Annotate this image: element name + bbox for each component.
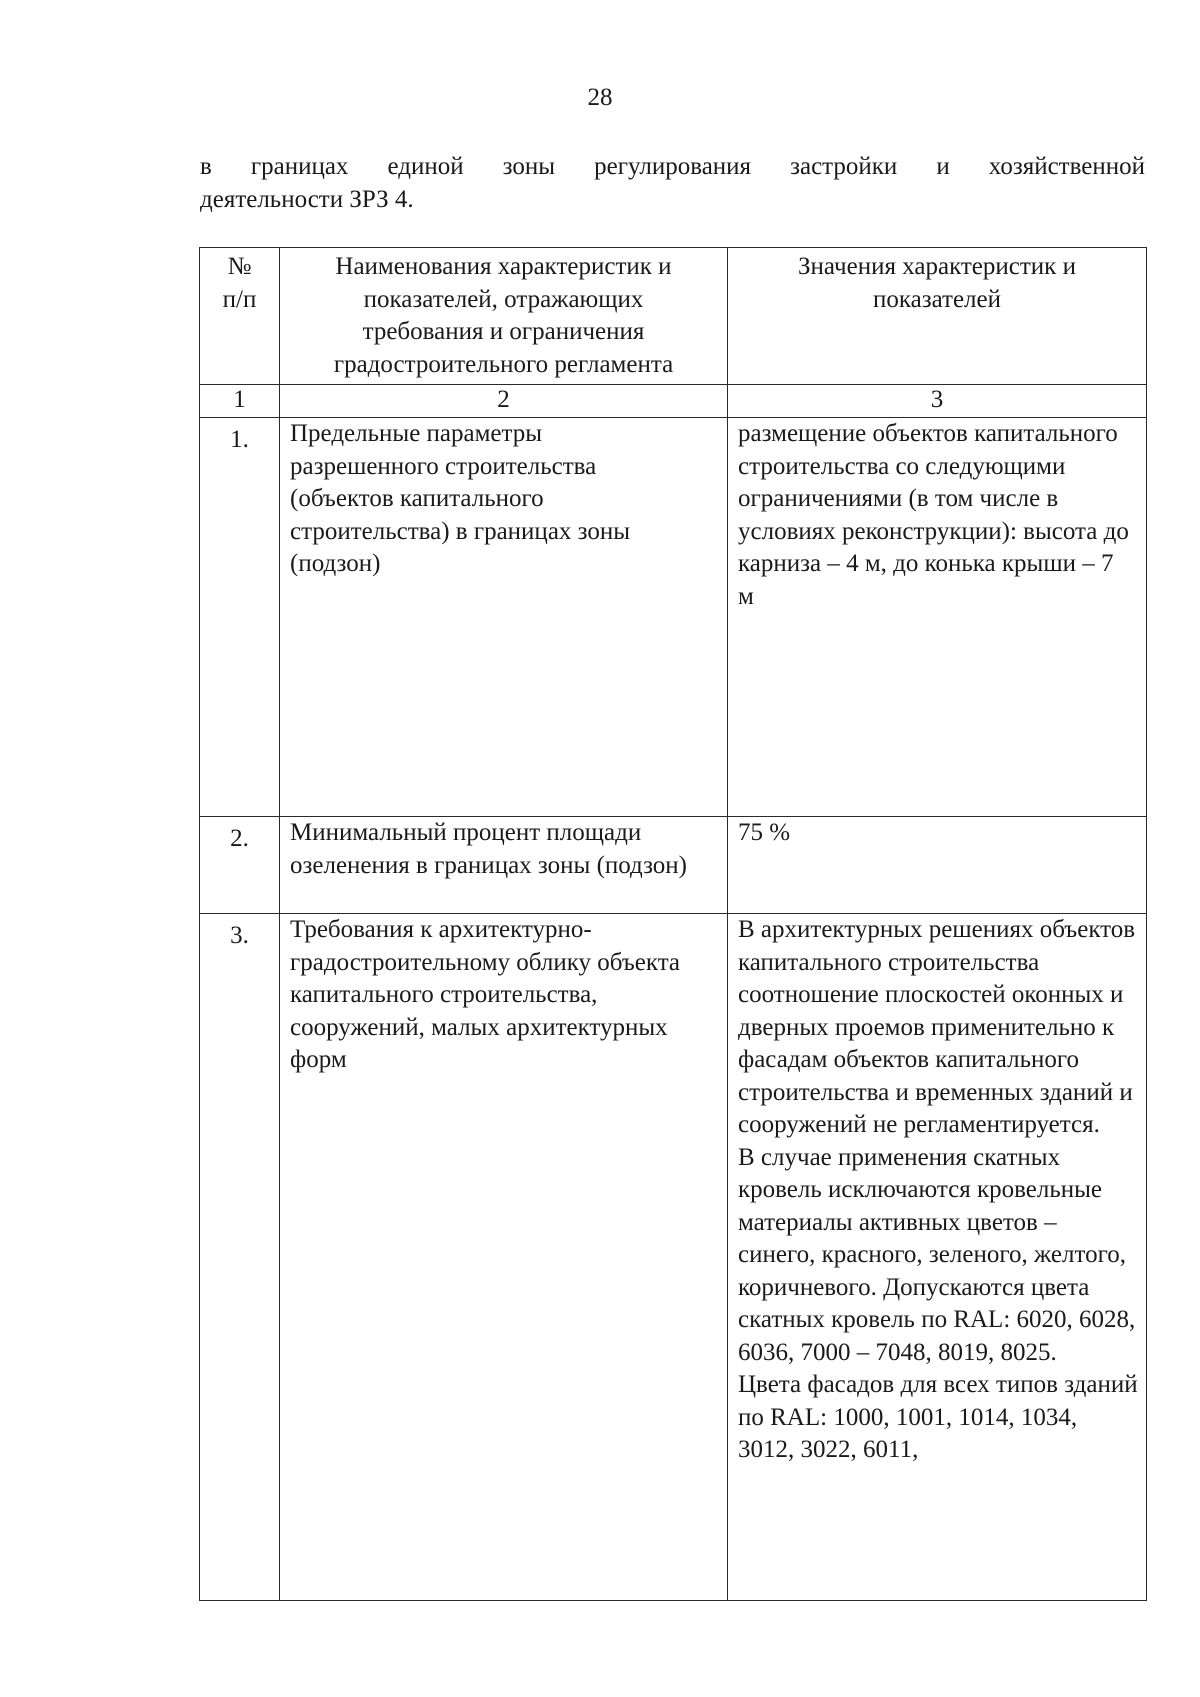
intro-line-2: деятельности ЗРЗ 4. [200,186,414,213]
column-number-row [200,385,1147,418]
header-characteristic-name: Наименования характеристик и показателей, отражающих требования и ограничения градостроительного регламента [280,248,728,385]
row-characteristic-value [728,914,1147,1601]
regulation-table [199,247,1147,1601]
row-number: 1. [200,418,280,817]
page-number: 28 [587,84,613,111]
row-characteristic-name: Требования к архитектурно-градостроительному облику объекта капитального строительства, сооружений, малых архитектурных форм [280,914,728,1601]
row-characteristic-value: размещение объектов капитального строительства со следующими ограничениями (в том числе в условиях реконструкции): высота до карниза – 4 м, до конька крыши – 7 м [728,418,1147,817]
intro-line-1: в границах единой зоны регулирования застройки и хозяйственной [200,153,1145,180]
table-header-row [200,248,1147,385]
header-number: № п/п [200,248,280,385]
value-paragraph: В случае применения скатных кровель исключаются кровельные материалы активных цветов – синего, красного, зеленого, желтого, коричневого. Допускаются цвета скатных кровель по RAL: 6020, 6028, 6036, 7000 – 7048, 8019, 8025. [738,1143,1136,1366]
row-characteristic-value: 75 % [728,817,1147,914]
intro-paragraph [200,150,1145,216]
row-number: 3. [200,914,280,1601]
value-paragraph: Цвета фасадов для всех типов зданий по RAL: 1000, 1001, 1014, 1034, 3012, 3022, 6011, [738,1371,1138,1463]
row-number: 2. [200,817,280,914]
column-number: 2 [280,385,728,418]
column-number: 1 [200,385,280,418]
value-paragraph: В архитектурных решениях объектов капитального строительства соотношение плоскостей оконных и дверных проемов применительно к фасадам объектов капитального строительства и временных зданий и сооружений не регламентируется. [738,916,1136,1138]
row-characteristic-name: Предельные параметры разрешенного строительства (объектов капитального строительства) в границах зоны (подзон) [280,418,728,817]
column-number: 3 [728,385,1147,418]
table-row [200,914,1147,1601]
table-row [200,817,1147,914]
header-characteristic-value: Значения характеристик и показателей [728,248,1147,385]
row-characteristic-name: Минимальный процент площади озеленения в границах зоны (подзон) [280,817,728,914]
table-row [200,418,1147,817]
